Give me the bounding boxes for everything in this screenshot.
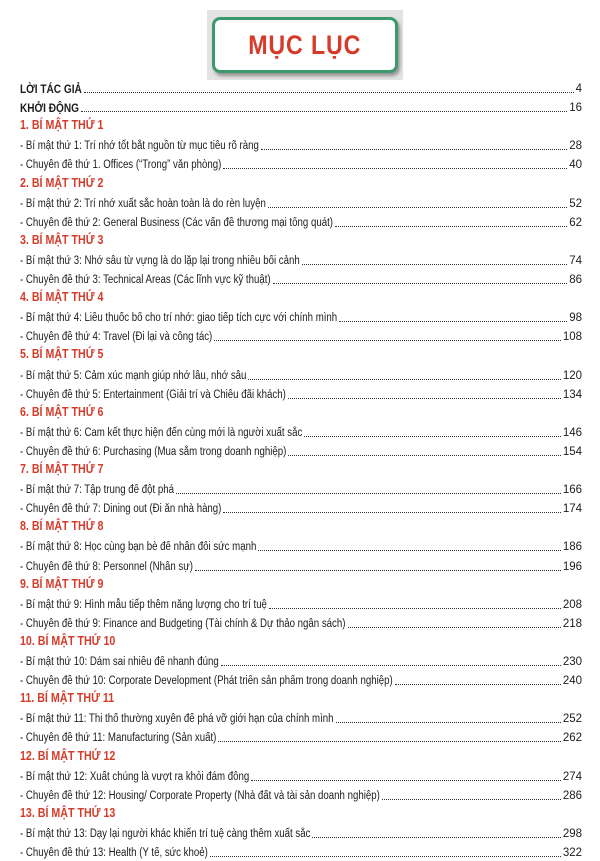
toc-page-number: 298 (562, 827, 582, 840)
section-heading-text: 11. BÍ MẬT THỨ 11 (20, 690, 115, 706)
dot-leader (221, 665, 561, 666)
toc-entry[interactable] (20, 651, 582, 669)
toc-entry[interactable] (20, 193, 582, 211)
toc-page-number: 174 (562, 503, 582, 516)
dot-leader (335, 226, 567, 227)
toc-entry[interactable] (20, 594, 582, 612)
toc-entry-label: - Chuyên đề thứ 7: Dining out (Đi ăn nhà hàng) (20, 503, 222, 516)
toc-top-entry[interactable] (20, 97, 582, 115)
dot-leader (288, 455, 560, 456)
toc-page-number: 4 (575, 83, 582, 95)
dot-leader (288, 398, 561, 399)
toc-page-number: 154 (562, 445, 582, 458)
toc-entry-label: - Bí mật thứ 11: Thi thố thường xuyên để phá vỡ giới hạn của chính mình (20, 713, 334, 726)
toc-entry[interactable] (20, 613, 582, 631)
toc-entry[interactable] (20, 154, 582, 172)
toc-entry[interactable] (20, 307, 582, 325)
section-heading (20, 517, 122, 535)
dot-leader (258, 550, 560, 551)
dot-leader (312, 837, 560, 838)
toc-entry[interactable] (20, 842, 582, 860)
toc-entry-label: - Chuyên đề thứ 2: General Business (Các vấn đề thương mại tổng quát) (20, 216, 334, 229)
section-heading-text: 13. BÍ MẬT THỨ 13 (20, 804, 116, 820)
toc-page-number: 218 (562, 617, 582, 630)
toc-entry[interactable] (20, 498, 582, 516)
dot-leader (273, 283, 568, 284)
toc-top-entry[interactable] (20, 78, 582, 96)
section-heading-text: 6. BÍ MẬT THỨ 6 (20, 403, 104, 419)
toc-entry[interactable] (20, 422, 582, 440)
section-heading (20, 575, 122, 593)
section-heading-text: 2. BÍ MẬT THỨ 2 (20, 174, 104, 190)
toc-entry-label: - Bí mật thứ 3: Nhớ sâu từ vựng là do lặp lại trong nhiều bối cảnh (20, 254, 300, 267)
toc-entry[interactable] (20, 556, 582, 574)
toc-entry-label: - Chuyên đề thứ 4: Travel (Đi lại và công tác) (20, 331, 213, 344)
toc-entry[interactable] (20, 479, 582, 497)
dot-leader (395, 684, 561, 685)
toc-entry[interactable] (20, 269, 582, 287)
toc-entry[interactable] (20, 766, 582, 784)
section-heading-text: 4. BÍ MẬT THỨ 4 (20, 289, 104, 305)
title-banner (207, 10, 403, 80)
toc-page-number: 252 (562, 713, 582, 726)
section-heading (20, 288, 122, 306)
dot-leader (195, 570, 561, 571)
dot-leader (268, 207, 567, 208)
toc-entry-label: - Bí mật thứ 7: Tập trung để đột phá (20, 484, 174, 497)
dot-leader (269, 608, 561, 609)
toc-entry-label: - Bí mật thứ 6: Cam kết thực hiện đến cùng mới là người xuất sắc (20, 426, 303, 439)
toc-page-number: 62 (569, 216, 582, 229)
toc-page-number: 166 (562, 484, 582, 497)
dot-leader (251, 780, 561, 781)
section-heading (20, 174, 122, 192)
dot-leader (261, 149, 567, 150)
dot-leader (223, 512, 560, 513)
toc-entry-label: LỜI TÁC GIẢ (20, 82, 82, 96)
toc-entry-label: - Bí mật thứ 8: Học cùng bạn bè để nhân đôi sức mạnh (20, 541, 257, 554)
toc-page-number: 146 (562, 426, 582, 439)
section-heading-text: 3. BÍ MẬT THỨ 3 (20, 231, 104, 247)
toc-page-number: 108 (562, 331, 582, 344)
toc-entry[interactable] (20, 384, 582, 402)
toc-page-number: 230 (562, 656, 582, 668)
toc-entry-label: - Chuyên đề thứ 8: Personnel (Nhân sự) (20, 560, 193, 573)
toc-page-number: 28 (569, 140, 582, 153)
toc-page-number: 16 (569, 102, 582, 115)
toc-page-number: 286 (562, 789, 582, 802)
toc-page-number: 40 (569, 159, 582, 172)
toc-entry-label: - Chuyên đề thứ 1. Offices (“Trong” văn phòng) (20, 159, 222, 172)
toc-entry[interactable] (20, 135, 582, 153)
toc-page-number: 86 (569, 274, 582, 286)
toc-entry-label: - Bí mật thứ 13: Dạy lại người khác khiến trí tuệ càng thêm xuất sắc (20, 827, 311, 840)
toc-entry-label: - Bí mật thứ 1: Trí nhớ tốt bắt nguồn từ mục tiêu rõ ràng (20, 140, 259, 153)
toc-entry[interactable] (20, 536, 582, 554)
dot-leader (84, 92, 574, 93)
toc-page-number: 74 (569, 254, 582, 267)
toc-entry-label: - Bí mật thứ 5: Cảm xúc mạnh giúp nhớ lâu, nhớ sâu (20, 369, 247, 382)
toc-entry-label: - Chuyên đề thứ 5: Entertainment (Giải trí và Chiêu đãi khách) (20, 388, 286, 401)
dot-leader (339, 321, 567, 322)
toc-page-number: 208 (562, 598, 582, 611)
dot-leader (81, 111, 567, 112)
toc-entry-label: - Chuyên đề thứ 9: Finance and Budgeting (Tài chính & Dự thảo ngân sách) (20, 617, 346, 630)
toc-page-number: 52 (569, 197, 582, 210)
section-heading-text: 12. BÍ MẬT THỨ 12 (20, 747, 116, 763)
section-heading-text: 8. BÍ MẬT THỨ 8 (20, 518, 104, 534)
section-heading (20, 345, 122, 363)
section-heading-text: 1. BÍ MẬT THỨ 1 (20, 117, 104, 133)
section-heading (20, 689, 135, 707)
toc-entry[interactable] (20, 212, 582, 230)
section-heading-text: 10. BÍ MẬT THỨ 10 (20, 632, 116, 648)
dot-leader (348, 627, 561, 628)
section-heading-text: 9. BÍ MẬT THỨ 9 (20, 575, 104, 591)
toc-entry-label: - Bí mật thứ 10: Dám sai nhiều để nhanh đúng (20, 656, 219, 668)
dot-leader (304, 436, 561, 437)
toc-page-number: 98 (569, 312, 582, 325)
toc-page-number: 274 (562, 770, 582, 783)
section-heading-text: 7. BÍ MẬT THỨ 7 (20, 461, 104, 476)
toc-entry[interactable] (20, 250, 582, 268)
toc-entry[interactable] (20, 727, 582, 745)
toc-entry[interactable] (20, 785, 582, 803)
title-box (212, 17, 398, 73)
toc-entry-label: - Bí mật thứ 12: Xuất chúng là vượt ra khỏi đám đông (20, 770, 250, 783)
section-heading (20, 460, 122, 478)
toc-page-number: 322 (562, 847, 582, 859)
section-heading (20, 747, 136, 765)
toc-entry[interactable] (20, 365, 582, 383)
dot-leader (382, 799, 561, 800)
dot-leader (248, 379, 560, 380)
dot-leader (176, 493, 561, 494)
section-heading (20, 804, 136, 822)
toc-page-number: 240 (562, 675, 582, 688)
toc-entry-label: KHỞI ĐỘNG (20, 101, 80, 116)
toc-entry[interactable] (20, 441, 582, 459)
toc-entry-label: - Chuyên đề thứ 13: Health (Y tế, sức khoẻ) (20, 847, 208, 859)
toc-entry-label: - Chuyên đề thứ 10: Corporate Development (Phát triển sản phẩm trong doanh nghiệp) (20, 675, 393, 688)
toc-page-number: 134 (562, 388, 582, 401)
section-heading (20, 632, 136, 650)
section-heading-text: 5. BÍ MẬT THỨ 5 (20, 346, 104, 362)
section-heading (20, 116, 122, 134)
dot-leader (302, 264, 567, 265)
toc-entry-label: - Chuyên đề thứ 11: Manufacturing (Sản xuất) (20, 732, 217, 745)
dot-leader (210, 856, 561, 857)
dot-leader (214, 340, 561, 341)
dot-leader (223, 168, 567, 169)
toc-entry-label: - Bí mật thứ 4: Liều thuốc bổ cho trí nhớ: giao tiếp tích cực với chính mình (20, 312, 338, 325)
section-heading (20, 231, 122, 249)
toc-page-number: 196 (562, 560, 582, 573)
toc-entry-label: - Chuyên đề thứ 12: Housing/ Corporate Property (Nhà đất và tài sản doanh nghiệp) (20, 789, 380, 802)
section-heading (20, 403, 122, 421)
page-title: MỤC LỤC (248, 29, 362, 60)
toc-page-number: 120 (562, 369, 582, 382)
toc-entry-label: - Bí mật thứ 9: Hình mẫu tiếp thêm năng lượng cho trí tuệ (20, 598, 267, 611)
toc-entry[interactable] (20, 670, 582, 688)
toc-entry[interactable] (20, 326, 582, 344)
toc-page-number: 262 (562, 732, 582, 745)
toc-entry-label: - Chuyên đề thứ 6: Purchasing (Mua sắm trong doanh nghiệp) (20, 445, 287, 458)
toc-entry-label: - Chuyên đề thứ 3: Technical Areas (Các lĩnh vực kỹ thuật) (20, 274, 271, 286)
toc-page-number: 186 (562, 541, 582, 554)
dot-leader (218, 741, 560, 742)
toc-entry[interactable] (20, 823, 582, 841)
toc-entry[interactable] (20, 708, 582, 726)
toc-entry-label: - Bí mật thứ 2: Trí nhớ xuất sắc hoàn toàn là do rèn luyện (20, 197, 266, 210)
dot-leader (336, 722, 561, 723)
